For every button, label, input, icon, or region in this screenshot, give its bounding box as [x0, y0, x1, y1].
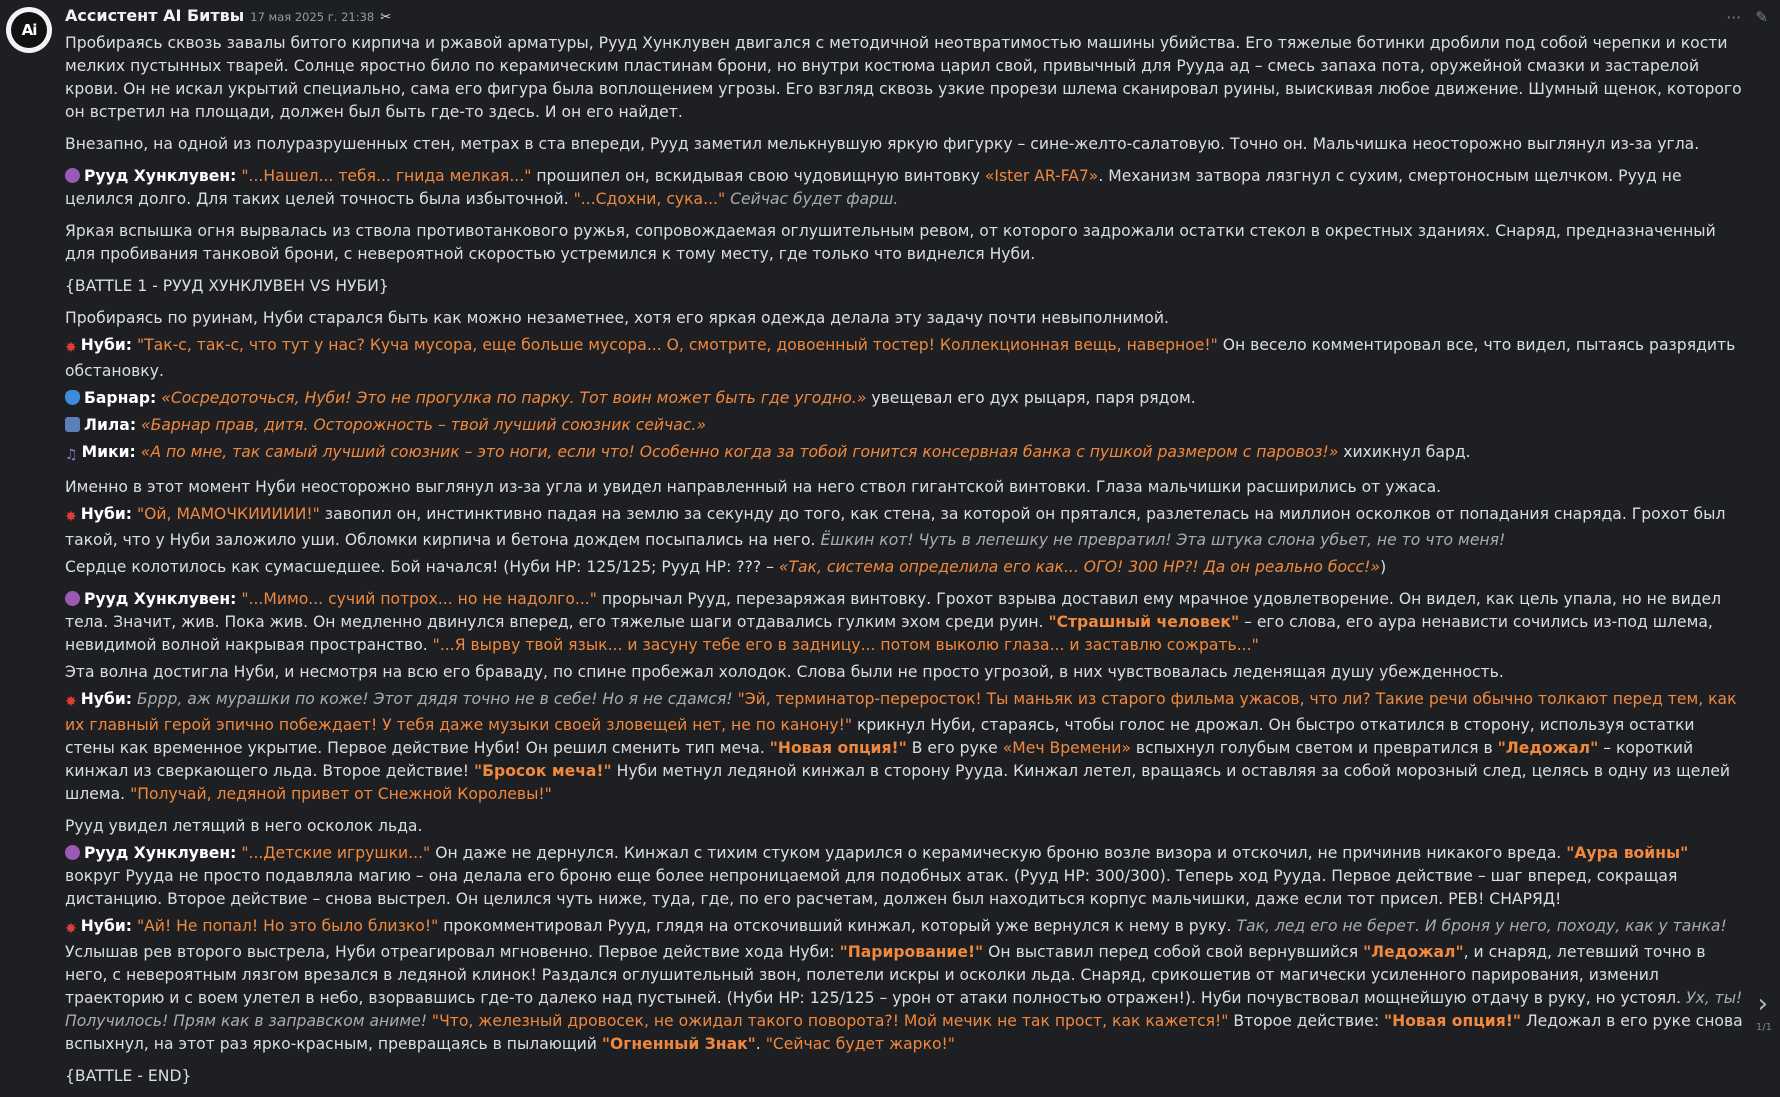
speaker: Рууд Хунклувен: [84, 844, 237, 862]
speaker: Нуби: [80, 336, 133, 354]
quote: "Эй, терминатор-переросток! Ты маньяк из старого фильма ужасов, что ли? Такие речи обычно толкают перед тем, как их главный герой эпично побеждает! У тебя даже музыки своей зловещей нет, не по канону!" [65, 690, 1737, 734]
pencil-icon[interactable]: ✎ [1755, 8, 1768, 26]
star-emoji-icon: ✸ [65, 340, 77, 356]
quote: "Получай, ледяной привет от Снежной Королевы!" [130, 785, 552, 803]
quote: "...Сдохни, сука..." [573, 190, 726, 208]
paragraph [65, 556, 1745, 579]
paragraph: Пробираясь сквозь завалы битого кирпича и ржавой арматуры, Рууд Хунклувен двигался с методичной неотвратимостью машины убийства. Его тяжелые ботинки дробили под собой черепки и кости мелких пустынных тварей. Солнце яростно било по керамическим пластинам брони, но внутри костюма царил свой, привычный для Рууда ад – смесь запаха пота, оружейной смазки и застарелой крови. Он не искал укрытий специально, сама его фигура была воплощением угрозы. Его взгляд сквозь узкие прорези шлема сканировал руины, выискивая любое движение. Шумный щенок, которого он встретил на площади, должен был быть где-то здесь. И он его найдет. [65, 34, 1742, 121]
paragraph [65, 387, 1745, 410]
text: хихикнул бард. [1338, 443, 1471, 461]
paragraph [65, 915, 1745, 1056]
text: В его руке [906, 739, 1003, 757]
quote: "...Детские игрушки..." [236, 844, 431, 862]
thought: Сейчас будет фарш. [725, 190, 899, 208]
speaker: Нуби: [80, 690, 133, 708]
thought: Так, лед его не берет. И броня у него, походу, как у танка! [1231, 917, 1727, 935]
quote: «А по мне, так самый лучший союзник – это ноги, если что! Особенно когда за тобой гонится консервная банка с пушкой размером с паровоз!» [135, 443, 1339, 461]
text: – его слова, его аура ненависти сочились из-под шлема, невидимой волной накрывая пространство. [65, 613, 1713, 654]
speaker: Рууд Хунклувен: [84, 167, 237, 185]
skill-name: "Новая опция!" [769, 739, 907, 757]
star-emoji-icon: ✸ [65, 921, 77, 937]
quote: «Меч Времени» [1002, 739, 1131, 757]
quote: "Так-с, так-с, что тут у нас? Куча мусора, еще больше мусора... О, смотрите, довоенный тостер! Коллекционная вещь, наверное!" [132, 336, 1218, 354]
quote: «Барнар прав, дитя. Осторожность – твой лучший союзник сейчас.» [136, 416, 706, 434]
speaker: Нуби: [80, 505, 133, 523]
text: прошипел он, вскидывая свою чудовищную винтовку [531, 167, 985, 185]
text: – короткий кинжал из сверкающего льда. Второе действие! [65, 739, 1694, 780]
quote: "Что, железный дровосек, не ожидал такого поворота?! Мой мечик не так прост, как кажется!" [426, 1012, 1229, 1030]
text: ) [1380, 558, 1387, 576]
message-header [65, 4, 391, 28]
skill-name: "Огненный Знак" [601, 1035, 756, 1053]
skill-name: "Ледожал" [1497, 739, 1599, 757]
star-emoji-icon: ✸ [65, 694, 77, 710]
text: Сердце колотилось как сумасшедшее. Бой начался! (Нуби HP: 125/125; Рууд HP: ??? – [65, 558, 779, 576]
quote: «Ister AR-FA7» [984, 167, 1099, 185]
message-actions [1726, 6, 1768, 29]
paragraph [65, 414, 1745, 437]
quote: «Сосредоточься, Нуби! Это не прогулка по парку. Тот воин может быть где угодно.» [156, 389, 867, 407]
paragraph: Внезапно, на одной из полуразрушенных стен, метрах в ста впереди, Рууд заметил мелькнувшую яркую фигурку – сине-желто-салатовую. Точно он. Мальчишка неосторожно выглянул из-за угла. [65, 135, 1700, 153]
paragraph: Пробираясь по руинам, Нуби старался быть как можно незаметнее, хотя его яркая одежда делала эту задачу почти невыполнимой. [65, 309, 1169, 327]
quote: «Так, система определила его как... ОГО! 300 HP?! Да он реально босс!» [778, 558, 1381, 576]
speaker: Рууд Хунклувен: [84, 590, 237, 608]
speaker: Мики: [81, 443, 136, 461]
text: прокомментировал Рууд, глядя на отскочивший кинжал, который уже вернулся к нему в руку. [438, 917, 1232, 935]
text: Ледожал в его руке снова вспыхнул, на этот раз ярко-красным, превращаясь в пылающий [65, 1012, 1743, 1053]
skill-name: "Ледожал" [1363, 943, 1464, 961]
paragraph: Яркая вспышка огня вырвалась из ствола противотанкового ружья, сопровождаемая оглушительным ревом, от которого задрожали остатки стекол в окрестных зданиях. Снаряд, предназначенный для пробивания танковой брони, с невероятной скоростью устремился к тому месту, где только что виднелся Нуби. [65, 222, 1716, 263]
thought: Ух, ты! Получилось! Прям как в заправском аниме! [65, 989, 1743, 1030]
avatar-logo: Ai [11, 12, 47, 48]
paragraph: Рууд увидел летящий в него осколок льда. [65, 817, 423, 835]
paragraph: Именно в этот момент Нуби неосторожно выглянул из-за угла и увидел направленный на него ствол гигантской винтовки. Глаза мальчишки расширились от ужаса. [65, 478, 1442, 496]
text: Услышав рев второго выстрела, Нуби отреагировал мгновенно. Первое действие хода Нуби: [65, 943, 840, 961]
quote: "...Мимо... сучий потрох... но не надолго..." [236, 590, 597, 608]
skill-name: "Страшный человек" [1048, 613, 1240, 631]
devil-emoji-icon [65, 168, 80, 183]
paragraph [65, 503, 1745, 552]
devil-emoji-icon [65, 591, 80, 606]
text: крикнул Нуби, стараясь, чтобы голос не дрожал. Он быстро откатился в сторону, используя остатки стены как временное укрытие. Первое действие Нуби! Он решил сменить тип меча. [65, 716, 1695, 757]
skill-name: "Новая опция!" [1384, 1012, 1521, 1030]
speaker: Барнар: [84, 389, 157, 407]
mage-emoji-icon [65, 417, 80, 432]
quote: "Ой, МАМОЧКИИИИИ!" [132, 505, 320, 523]
text: Нуби метнул ледяной кинжал в сторону Рууда. Кинжал летел, вращаясь и оставляя за собой морозный след, целясь в одну из щелей шлема. [65, 762, 1731, 803]
devil-emoji-icon [65, 845, 80, 860]
thought: Бррр, аж мурашки по коже! Этот дядя точно не в себе! Но я не сдамся! [132, 690, 733, 708]
text: Он весело комментировал все, что видел, пытаясь разрядить обстановку. [65, 336, 1736, 380]
battle-marker: {BATTLE 1 - РУУД ХУНКЛУВЕН VS НУБИ} [65, 277, 389, 295]
text: завопил он, инстинктивно падая на землю за секунду до того, как стена, за которой он прятался, разлетелась на миллион осколков от попадания снаряда. Грохот был такой, что у Нуби заложило уши. Обломки кирпича и бетона дождем посыпались на него. [65, 505, 1726, 549]
paragraph [65, 688, 1745, 806]
quote: "...Нашел... тебя... гнида мелкая..." [241, 167, 532, 185]
text: , и снаряд, летевший точно в него, с невероятным лязгом врезался в ледяной клинок! Раздался оглушительный звон, полетели искры и осколки льда. Снаряд, срикошетив от магически усиленного парирования, изменил траекторию и с воем улетел в небо, взорвавшись где-то далеко над пустыней. (Нуби HP: 125/125 – урон от атаки полностью отражен!). Нуби почувствовал мощнейшую отдачу в руку, но устоял. [65, 943, 1706, 1007]
star-emoji-icon: ✸ [65, 509, 77, 525]
text: увещевал его дух рыцаря, паря рядом. [866, 389, 1196, 407]
text: . [755, 1035, 766, 1053]
text: вокруг Рууда не просто подавляла магию – она делала его броню еще более непроницаемой для подобных атак. (Рууд HP: 300/300). Теперь ход Рууда. Первое действие – шаг вперед, сокращая дистанцию. Второе действие – снова выстрел. Он целился чуть ниже, туда, где, по его расчетам, должен был находиться корпус мальчишки, даже если тот присел. РЕВ! СНАРЯД! [65, 867, 1678, 908]
more-icon[interactable]: ⋯ [1726, 8, 1742, 26]
message-content [65, 32, 1745, 1097]
speaker: Нуби: [80, 917, 133, 935]
text: прорычал Рууд, перезаряжая винтовку. Грохот взрыва доставил ему мрачное удовлетворение. Он видел, как цель упала, но не видел тела. Значит, жив. Пока жив. Он медленно двинулся вперед, его тяжелые шаги отдавались гулким эхом среди руин. [65, 590, 1722, 631]
paragraph [65, 441, 1745, 467]
paragraph [65, 842, 1745, 911]
paragraph [65, 165, 1745, 211]
quote: "Ай! Не попал! Но это было близко!" [132, 917, 439, 935]
tools-icon: ✂ [380, 10, 392, 25]
thought: Ёшкин кот! Чуть в лепешку не превратил! Эта штука слона убьет, не то что меня! [815, 531, 1506, 549]
skill-name: "Аура войны" [1566, 844, 1689, 862]
paragraph [65, 334, 1745, 383]
chevron-right-icon[interactable]: › [1757, 989, 1768, 1019]
skill-name: "Парирование!" [839, 943, 984, 961]
text: Второе действие: [1228, 1012, 1385, 1030]
paragraph [65, 588, 1745, 657]
paragraph: Эта волна достигла Нуби, и несмотря на всю его браваду, по спине пробежал холодок. Слова были не просто угрозой, в них чувствовалась леденящая душу убежденность. [65, 663, 1504, 681]
bot-avatar[interactable] [6, 7, 52, 53]
quote: "...Я вырву твой язык... и засуну тебе его в задницу... потом выколю глаза... и заставлю сожрать..." [432, 636, 1259, 654]
music-notes-emoji-icon: ♫ [65, 447, 78, 463]
shield-emoji-icon [65, 390, 80, 405]
page-indicator: 1/1 [1755, 1022, 1772, 1033]
skill-name: "Бросок меча!" [474, 762, 612, 780]
text: вспыхнул голубым светом и превратился в [1130, 739, 1498, 757]
author-name[interactable]: Ассистент AI Битвы [65, 6, 245, 25]
text: Он выставил перед собой свой вернувшийся [983, 943, 1364, 961]
quote: "Сейчас будет жарко!" [765, 1035, 955, 1053]
text: . Механизм затвора лязгнул с сухим, смертоносным щелчком. Рууд не целился долго. Для таких целей точность была избыточной. [65, 167, 1682, 208]
speaker: Лила: [84, 416, 137, 434]
text: Он даже не дернулся. Кинжал с тихим стуком ударился о керамическую броню возле визора и отскочил, не причинив никакого вреда. [430, 844, 1567, 862]
battle-marker: {BATTLE - END} [65, 1067, 192, 1085]
timestamp: 17 мая 2025 г. 21:38 [250, 10, 375, 24]
